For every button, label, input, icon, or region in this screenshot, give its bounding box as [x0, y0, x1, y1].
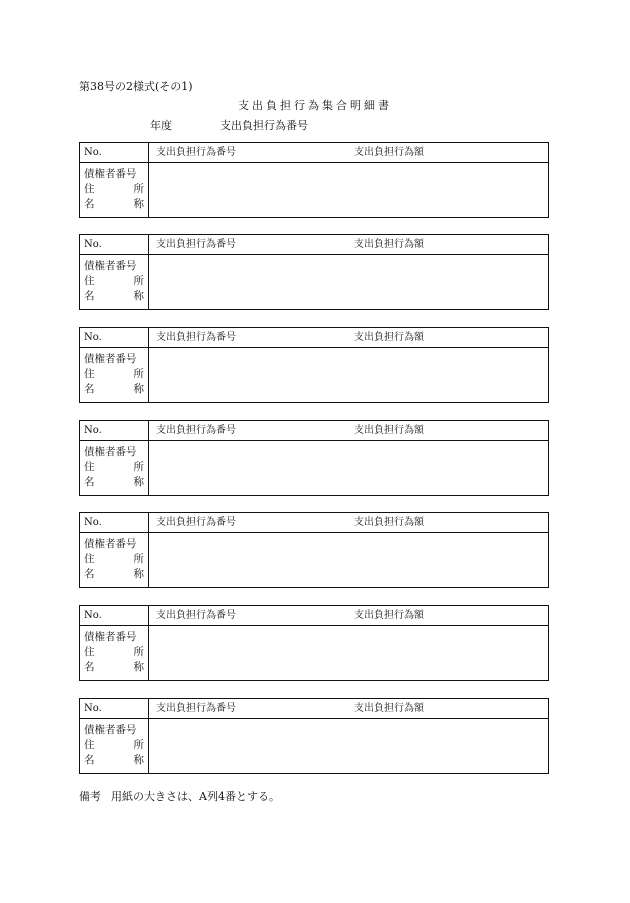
- address-label-char: 住: [84, 553, 95, 565]
- entry-header-row: [80, 143, 548, 163]
- name-label-char: 名: [84, 754, 95, 766]
- entry-box: [79, 142, 549, 218]
- address-label: [84, 460, 144, 475]
- name-label-char: 称: [133, 754, 144, 766]
- entry-act-amount-label: 支出負担行為額: [354, 703, 424, 714]
- address-label-char: 住: [84, 368, 95, 380]
- name-label-char: 称: [133, 198, 144, 210]
- entry-act-amount-label: 支出負担行為額: [354, 425, 424, 436]
- address-label: [84, 367, 144, 382]
- entry-act-number-label: 支出負担行為番号: [156, 332, 236, 343]
- entry-box: [79, 512, 549, 588]
- entry-creditor-labels: [84, 167, 144, 212]
- address-label: [84, 274, 144, 289]
- name-label: [84, 753, 144, 768]
- name-label-char: 称: [133, 476, 144, 488]
- name-label: [84, 475, 144, 490]
- name-label: [84, 567, 144, 582]
- entry-column-divider: [148, 606, 149, 680]
- entry-no-label: No.: [84, 610, 102, 621]
- creditor-number-label: 債権者番号: [84, 538, 137, 550]
- entry-header-row: [80, 699, 548, 719]
- name-label-char: 称: [133, 383, 144, 395]
- address-label-char: 住: [84, 646, 95, 658]
- remarks-label: 備考: [79, 790, 101, 803]
- name-label: [84, 289, 144, 304]
- document-title: 支出負担行為集合明細書: [238, 99, 392, 112]
- entry-column-divider: [148, 421, 149, 495]
- address-label: [84, 182, 144, 197]
- entry-creditor-labels: [84, 259, 144, 304]
- entry-act-number-label: 支出負担行為番号: [156, 703, 236, 714]
- entry-column-divider: [148, 513, 149, 587]
- entry-act-number-label: 支出負担行為番号: [156, 239, 236, 250]
- entry-box: [79, 234, 549, 310]
- address-label-char: 所: [133, 368, 144, 380]
- name-label: [84, 382, 144, 397]
- name-label: [84, 660, 144, 675]
- address-label-char: 所: [133, 275, 144, 287]
- entry-no-label: No.: [84, 147, 102, 158]
- name-label-char: 称: [133, 568, 144, 580]
- name-label-char: 称: [133, 290, 144, 302]
- address-label-char: 住: [84, 183, 95, 195]
- address-label-char: 住: [84, 275, 95, 287]
- address-label-char: 所: [133, 183, 144, 195]
- name-label-char: 名: [84, 383, 95, 395]
- entry-header-row: [80, 328, 548, 348]
- entry-act-amount-label: 支出負担行為額: [354, 239, 424, 250]
- entry-act-amount-label: 支出負担行為額: [354, 610, 424, 621]
- address-label-char: 住: [84, 739, 95, 751]
- address-label-char: 住: [84, 461, 95, 473]
- entry-box: [79, 327, 549, 403]
- address-label-char: 所: [133, 461, 144, 473]
- header-act-number-label: 支出負担行為番号: [220, 119, 308, 132]
- entry-column-divider: [148, 699, 149, 773]
- entry-no-label: No.: [84, 703, 102, 714]
- name-label-char: 名: [84, 198, 95, 210]
- creditor-number-label: 債権者番号: [84, 631, 137, 643]
- entry-column-divider: [148, 143, 149, 217]
- entry-no-label: No.: [84, 332, 102, 343]
- entry-act-amount-label: 支出負担行為額: [354, 332, 424, 343]
- creditor-number-label: 債権者番号: [84, 353, 137, 365]
- entry-creditor-labels: [84, 630, 144, 675]
- entry-act-number-label: 支出負担行為番号: [156, 517, 236, 528]
- address-label: [84, 738, 144, 753]
- entry-header-row: [80, 606, 548, 626]
- entry-no-label: No.: [84, 239, 102, 250]
- entry-header-row: [80, 421, 548, 441]
- address-label-char: 所: [133, 739, 144, 751]
- entry-header-row: [80, 513, 548, 533]
- name-label-char: 名: [84, 290, 95, 302]
- address-label: [84, 552, 144, 567]
- remarks-text: 用紙の大きさは、A列4番とする。: [111, 790, 280, 803]
- form-number: 第38号の2様式(その1): [79, 80, 193, 93]
- entry-box: [79, 420, 549, 496]
- entry-box: [79, 698, 549, 774]
- name-label-char: 名: [84, 661, 95, 673]
- entry-act-amount-label: 支出負担行為額: [354, 517, 424, 528]
- creditor-number-label: 債権者番号: [84, 446, 137, 458]
- entry-box: [79, 605, 549, 681]
- entry-no-label: No.: [84, 517, 102, 528]
- entry-no-label: No.: [84, 425, 102, 436]
- creditor-number-label: 債権者番号: [84, 168, 137, 180]
- fiscal-year-label: 年度: [150, 119, 172, 132]
- entry-act-amount-label: 支出負担行為額: [354, 147, 424, 158]
- address-label-char: 所: [133, 646, 144, 658]
- entry-column-divider: [148, 235, 149, 309]
- entry-creditor-labels: [84, 723, 144, 768]
- name-label-char: 名: [84, 568, 95, 580]
- address-label: [84, 645, 144, 660]
- address-label-char: 所: [133, 553, 144, 565]
- creditor-number-label: 債権者番号: [84, 724, 137, 736]
- name-label: [84, 197, 144, 212]
- entry-header-row: [80, 235, 548, 255]
- entry-creditor-labels: [84, 537, 144, 582]
- entry-column-divider: [148, 328, 149, 402]
- creditor-number-label: 債権者番号: [84, 260, 137, 272]
- entry-creditor-labels: [84, 445, 144, 490]
- name-label-char: 名: [84, 476, 95, 488]
- entry-creditor-labels: [84, 352, 144, 397]
- name-label-char: 称: [133, 661, 144, 673]
- entry-act-number-label: 支出負担行為番号: [156, 610, 236, 621]
- entry-act-number-label: 支出負担行為番号: [156, 425, 236, 436]
- remarks: [79, 790, 280, 804]
- entry-act-number-label: 支出負担行為番号: [156, 147, 236, 158]
